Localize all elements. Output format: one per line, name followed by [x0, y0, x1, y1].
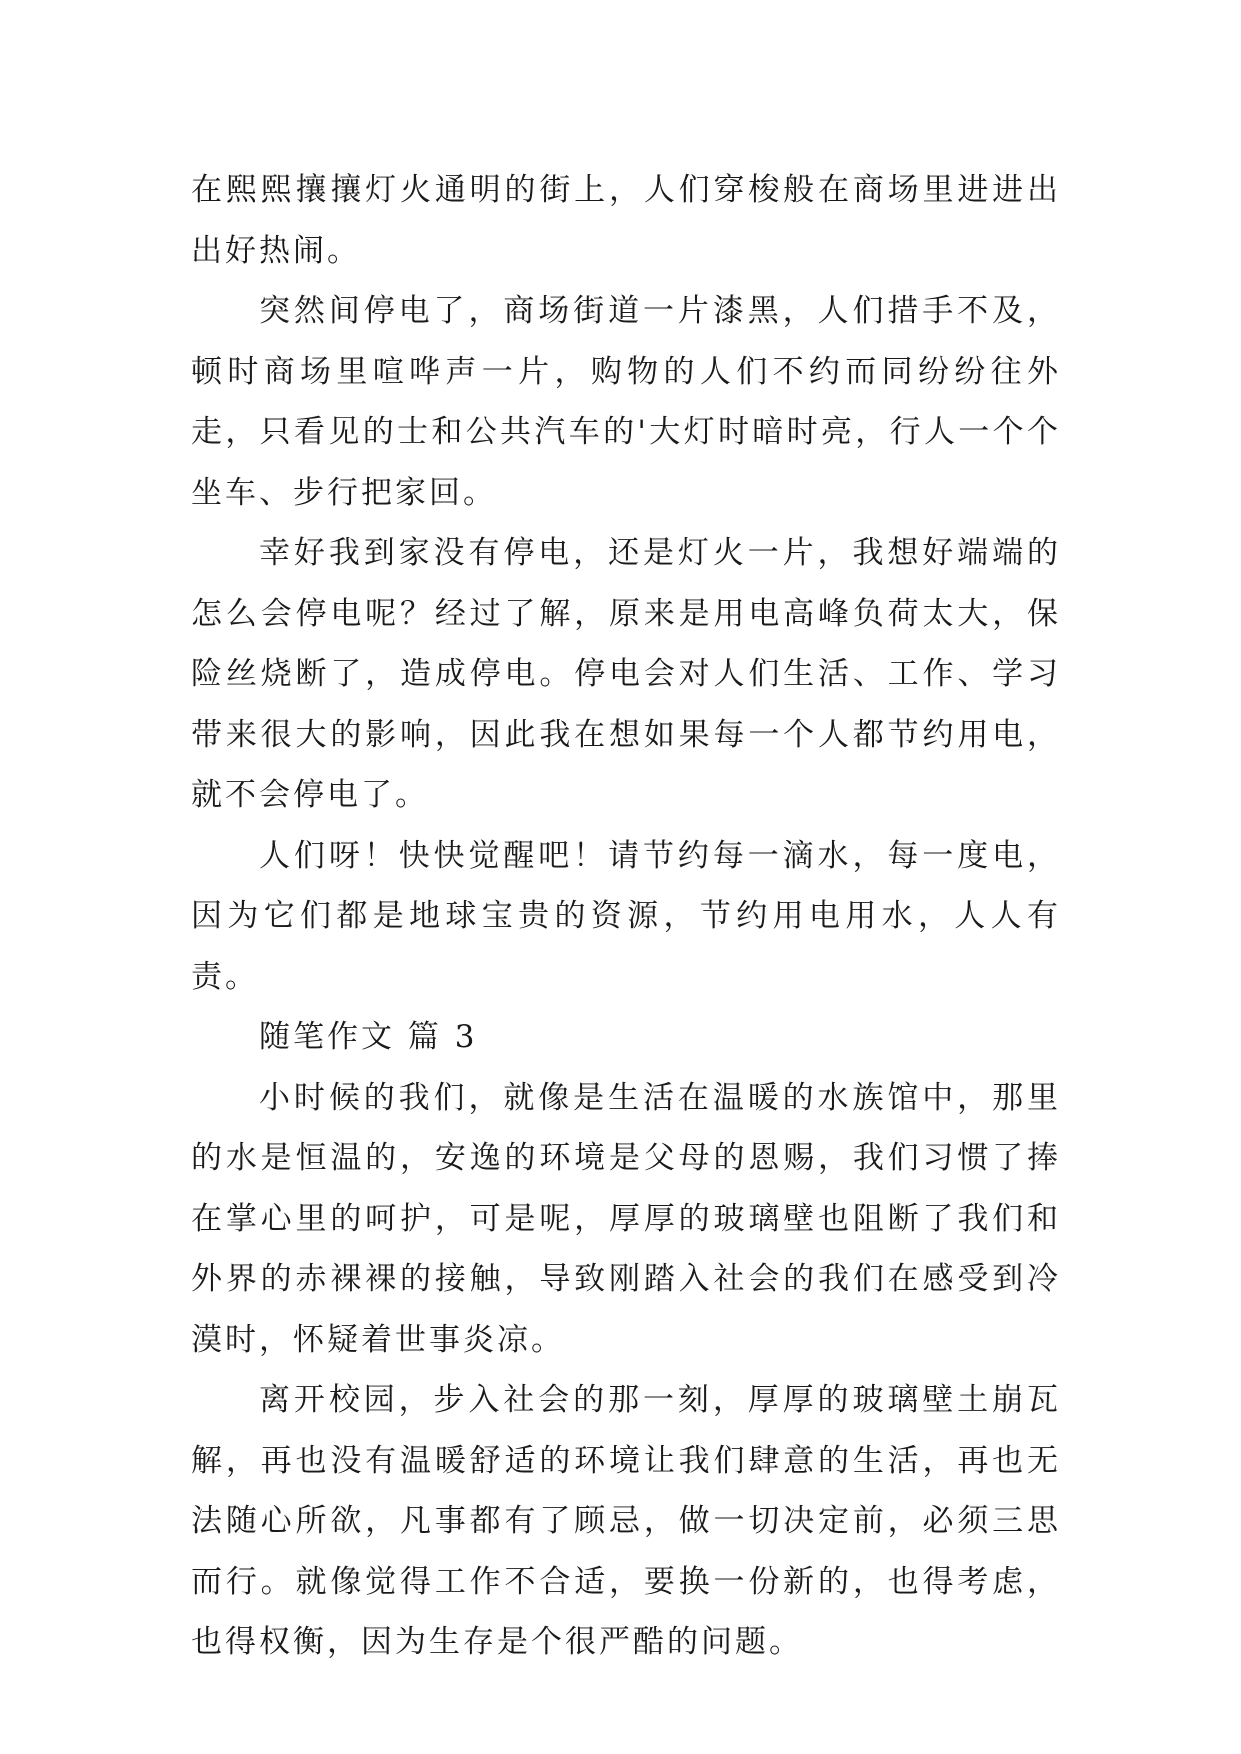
document-body: [191, 160, 1061, 1673]
paragraph-home: 幸好我到家没有停电，还是灯火一片，我想好端端的怎么会停电呢？经过了解，原来是用电高峰负荷太大，保险丝烧断了，造成停电。停电会对人们生活、工作、学习带来很大的影响，因此我在想如果每一个人都节约用电，就不会停电了。: [191, 535, 1061, 813]
paragraph-society: 离开校园，步入社会的那一刻，厚厚的玻璃壁土崩瓦解，再也没有温暖舒适的环境让我们肆意的生活，再也无法随心所欲，凡事都有了顾忌，做一切决定前，必须三思而行。就像觉得工作不合适，要换一份新的，也得考虑，也得权衡，因为生存是个很严酷的问题。: [191, 1382, 1061, 1660]
section-heading: 随笔作文 篇 3: [259, 1019, 478, 1055]
paragraph-power-outage: 突然间停电了，商场街道一片漆黑，人们措手不及，顿时商场里喧哗声一片，购物的人们不约而同纷纷往外走，只看见的士和公共汽车的'大灯时暗时亮，行人一个个坐车、步行把家回。: [191, 293, 1061, 511]
paragraph-appeal: 人们呀！快快觉醒吧！请节约每一滴水，每一度电，因为它们都是地球宝贵的资源，节约用电用水，人人有责。: [191, 837, 1061, 995]
paragraph-continuation: 在熙熙攘攘灯火通明的街上，人们穿梭般在商场里进进出出好热闹。: [191, 172, 1061, 269]
paragraph-childhood: 小时候的我们，就像是生活在温暖的水族馆中，那里的水是恒温的，安逸的环境是父母的恩赐，我们习惯了捧在掌心里的呵护，可是呢，厚厚的玻璃壁也阻断了我们和外界的赤裸裸的接触，导致刚踏入社会的我们在感受到冷漠时，怀疑着世事炎凉。: [191, 1079, 1061, 1358]
